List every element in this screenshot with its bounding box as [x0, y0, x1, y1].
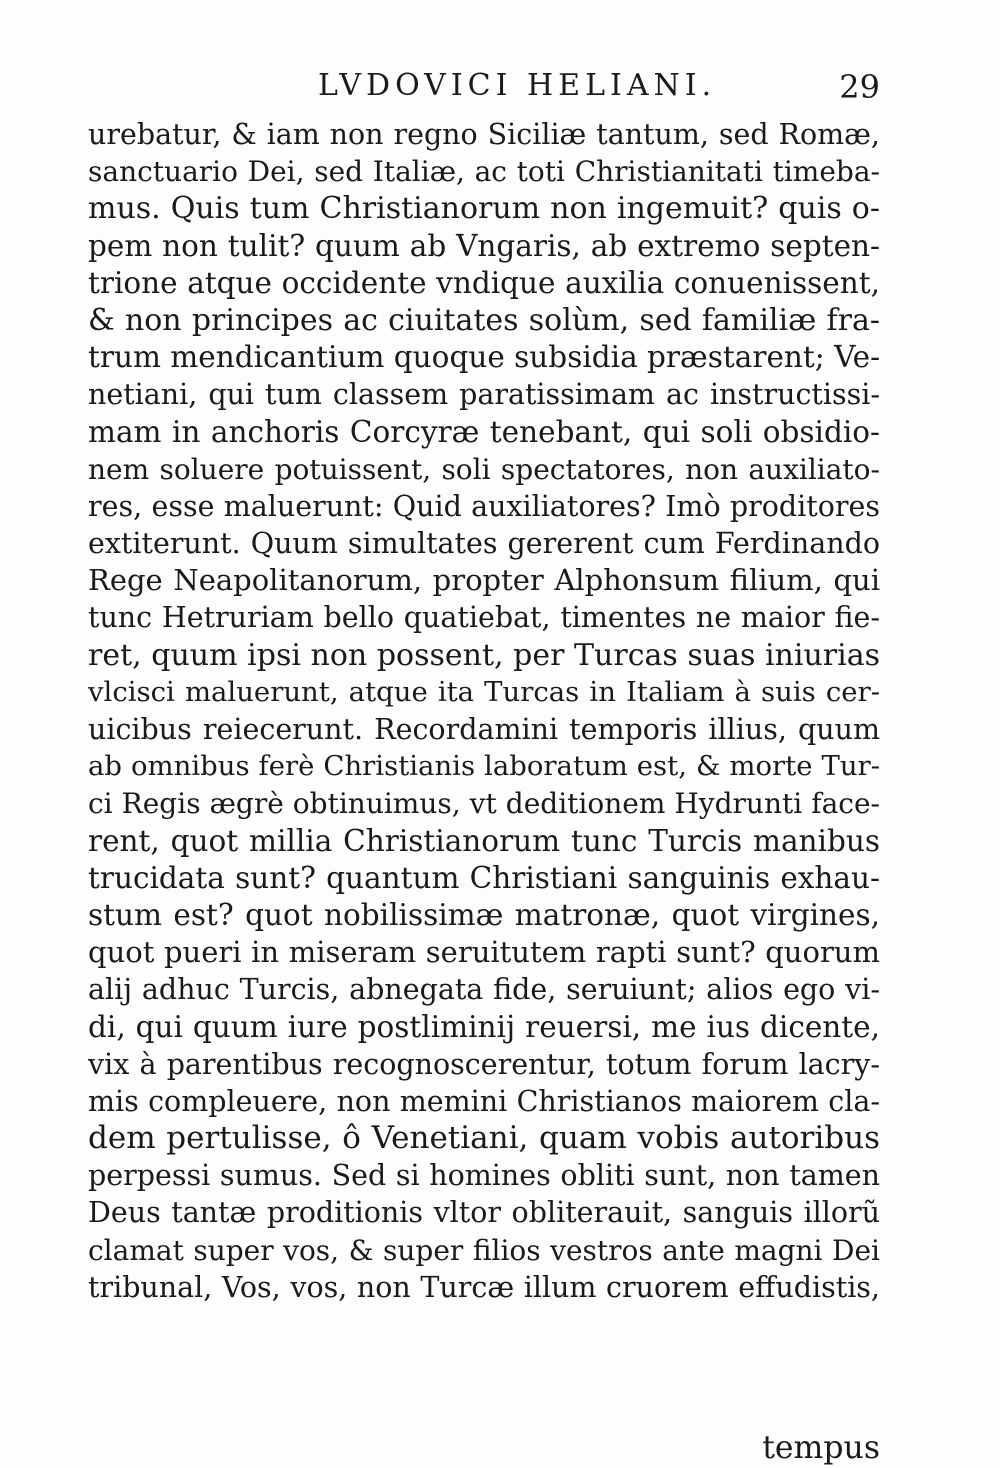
text-line: quot pueri in miseram seruitutem rapti sunt? quorum [88, 935, 880, 970]
text-line: uicibus reiecerunt. Recordamini temporis illius, quum [88, 713, 880, 746]
text-line: ci Regis ægrè obtinuimus, vt deditionem Hydrunti face- [88, 787, 880, 821]
text-line: vix à parentibus recognoscerentur, totum forum lacry- [88, 1047, 880, 1081]
page-number: 29 [839, 68, 880, 106]
text-line: clamat super vos, & super filios vestros ante magni Dei [88, 1233, 880, 1267]
text-line: ret, quum ipsi non possent, per Turcas suas iniurias [88, 637, 880, 673]
text-line: extiterunt. Quum simultates gererent cum Ferdinando [88, 527, 880, 561]
text-line: ab omnibus ferè Christianis laboratum est, & morte Tur- [88, 750, 880, 783]
text-line: mus. Quis tum Christianorum non ingemuit? quis o- [88, 191, 880, 227]
text-line: netiani, qui tum classem paratissimam ac instructissi- [88, 378, 880, 412]
text-line: & non principes ac ciuitates solùm, sed familiæ fra- [88, 302, 880, 338]
text-line: trum mendicantium quoque subsidia præstarent; Ve- [88, 340, 880, 375]
text-line: Rege Neapolitanorum, propter Alphonsum filium, qui [88, 563, 880, 598]
text-line: stum est? quot nobilissimæ matronæ, quot virgines, [88, 897, 880, 932]
text-line: rent, quot millia Christianorum tunc Turcis manibus [88, 823, 880, 858]
text-line: urebatur, & iam non regno Siciliæ tantum, sed Romæ, [88, 118, 880, 151]
text-line: perpessi sumus. Sed si homines obliti sunt, non tamen [88, 1159, 880, 1193]
text-line: mis compleuere, non memini Christianos maiorem cla- [88, 1084, 880, 1118]
body-text [88, 116, 880, 1306]
text-line: nem soluere potuissent, soli spectatores, non auxiliato- [88, 452, 880, 486]
page-header [88, 68, 880, 112]
text-line: trucidata sunt? quantum Christiani sanguinis exhau- [88, 860, 880, 895]
text-line: di, qui quum iure postliminij reuersi, me ius dicente, [88, 1009, 880, 1044]
text-line: alij adhuc Turcis, abnegata fide, seruiunt; alios ego vi- [88, 973, 880, 1007]
text-line: tribunal, Vos, vos, non Turcæ illum cruorem effudistis, [88, 1270, 880, 1304]
text-line: trione atque occidente vndique auxilia conuenissent, [88, 265, 880, 300]
text-line: tunc Hetruriam bello quatiebat, timentes ne maior fie- [88, 601, 880, 635]
text-line: vlcisci maluerunt, atque ita Turcas in Italiam à suis cer- [88, 675, 880, 708]
text-line: pem non tulit? quum ab Vngaris, ab extremo septen- [88, 228, 880, 263]
text-line: dem pertulisse, ô Venetiani, quam vobis autoribus [88, 1120, 880, 1157]
running-head: LVDOVICI HELIANI. [318, 68, 717, 103]
text-line: res, esse maluerunt: Quid auxiliatores? Imò proditores [88, 489, 880, 523]
text-line: Deus tantæ proditionis vltor obliterauit, sanguis illorũ [88, 1196, 880, 1230]
text-line: mam in anchoris Corcyræ tenebant, qui soli obsidio- [88, 414, 880, 449]
text-line: sanctuario Dei, sed Italiæ, ac toti Christianitati timeba- [88, 155, 880, 189]
catchword: tempus [762, 1430, 880, 1466]
